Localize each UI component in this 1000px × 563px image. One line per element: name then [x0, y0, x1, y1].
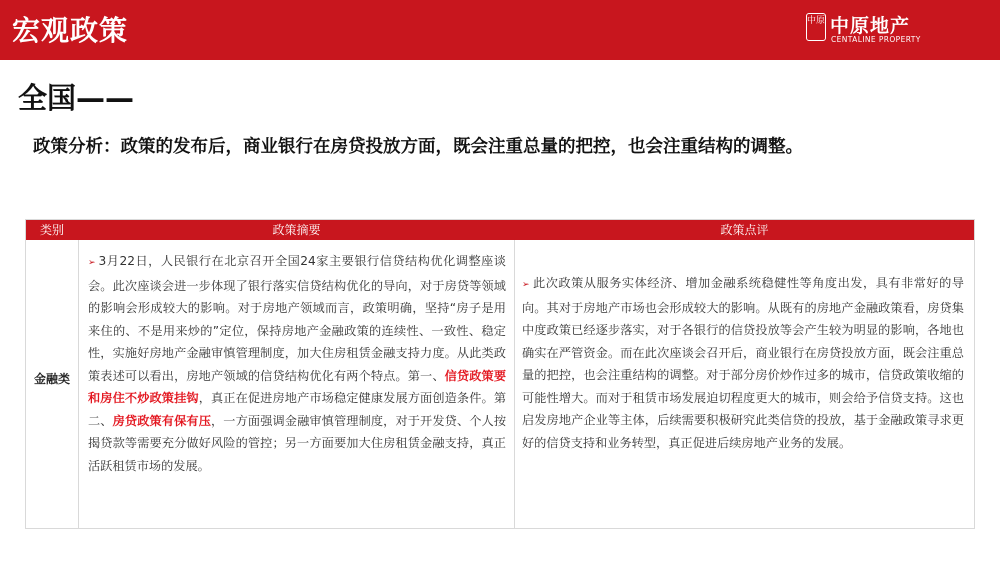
summary-cell [88, 250, 506, 477]
section-title: 全国—— [18, 81, 135, 115]
arrow-bullet-icon: ➢ [88, 258, 96, 268]
header-summary: 政策摘要 [272, 223, 321, 237]
summary-highlight-2: 房贷政策有保有压 [112, 413, 211, 428]
logo-name-en: CENTALINE PROPERTY [831, 35, 921, 44]
arrow-bullet-icon: ➢ [522, 280, 530, 290]
policy-table [25, 219, 975, 529]
column-divider [514, 240, 515, 528]
logo-name-cn: 中原地产 [830, 15, 911, 37]
policy-analysis-subtitle: 政策分析：政策的发布后，商业银行在房贷投放方面，既会注重总量的把控，也会注重结构的调整。 [33, 137, 803, 157]
summary-text: ，真正在促进房地产市场稳定健康发展方面创造条件。第二、 [88, 391, 507, 428]
header-commentary: 政策点评 [720, 223, 769, 237]
header-title: 宏观政策 [12, 14, 129, 47]
table-header-row [26, 220, 974, 240]
summary-highlight-1: 信贷政策要和房住不炒政策挂钩 [88, 368, 507, 405]
header-category: 类别 [39, 223, 64, 237]
centaline-logo [806, 11, 936, 47]
logo-seal-icon: 中原 [806, 13, 826, 41]
commentary-text: 此次政策从服务实体经济、增加金融系统稳健性等角度出发，具有非常好的导向。其对于房地产市场也会形成较大的影响。从既有的房地产金融政策看，房贷集中度政策已经逐步落实，对于各银行的信贷投放等会产生较为明显的影响，各地也确实在严管资金。而在此次座谈会召开后，商业银行在房贷投放方面，既会注重总量的把控，也会注重结构的调整。对于部分房价炒作过多的城市，信贷政策收缩的可能性增大。而对于租赁市场发展迫切程度更大的城市，则会给予信贷支持。这也启发房地产企业等主体，后续需要积极研究此类信贷的投放，基于金融政策寻求更好的信贷支持和业务转型，真正促进后续房地产业务的发展。 [522, 276, 964, 450]
header-bar [0, 0, 1000, 60]
column-divider [78, 240, 79, 528]
category-cell: 金融类 [33, 372, 70, 386]
commentary-cell [522, 272, 964, 454]
summary-text: ，一方面强调金融审慎管理制度，对于开发贷、个人按揭贷款等需要充分做好风险的管控；另一方面要加大住房租赁金融支持，真正活跃租赁市场的发展。 [88, 413, 507, 473]
summary-text: 3月22日，人民银行在北京召开全国24家主要银行信贷结构优化调整座谈会。此次座谈会进一步体现了银行落实信贷结构优化的导向，对于房贷等领域的影响会形成较大的影响。对于房地产领域而言，政策明确，坚持“房子是用来住的、不是用来炒的”定位，保持房地产金融政策的连续性、一致性、稳定性，实施好房地产金融审慎管理制度，加大住房租赁金融支持力度。从此类政策表述可以看出，房地产领域的信贷结构优化有两个特点。第一、 [88, 254, 506, 383]
